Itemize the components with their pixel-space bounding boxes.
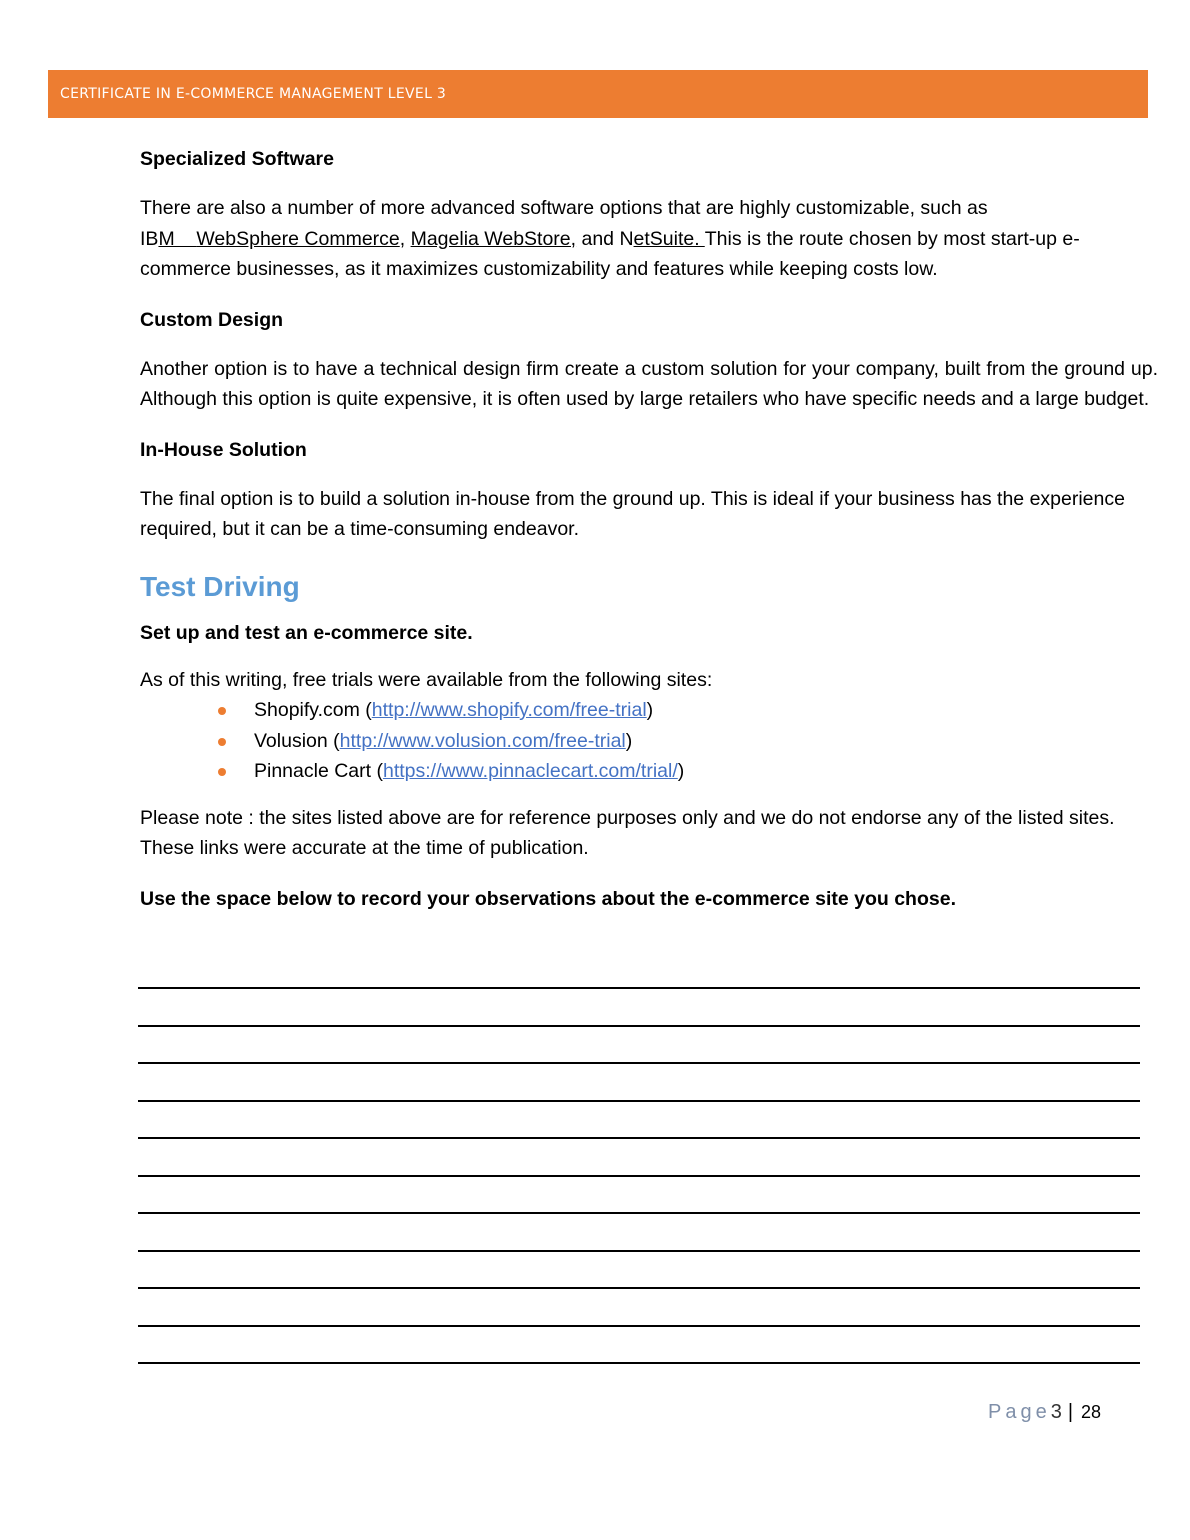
- ibm-link-fragment[interactable]: M: [158, 227, 197, 250]
- specialized-software-paragraph: There are also a number of more advanced software options that are highly customizable, such as IBM WebSphere Commerce, Magelia WebStore, and NetSuite. This is the route chosen by most start-up e-commerce businesses, as it maximizes customizability and features while keeping costs low.: [140, 197, 1080, 280]
- netsuite-link[interactable]: etSuite.: [633, 227, 705, 250]
- writing-line: [138, 1287, 1140, 1289]
- writing-line: [138, 1325, 1140, 1327]
- writing-line: [138, 1250, 1140, 1252]
- magelia-webstore-link[interactable]: Magelia WebStore,: [410, 227, 577, 250]
- list-item: Shopify.com (http://www.shopify.com/free-trial): [218, 695, 1140, 726]
- custom-design-heading: Custom Design: [140, 308, 284, 331]
- writing-line: [138, 1362, 1140, 1364]
- observations-instruction: Use the space below to record your observations about the e-commerce site you chose.: [140, 887, 956, 910]
- observation-writing-lines[interactable]: [138, 987, 1140, 1400]
- in-house-solution-heading: In-House Solution: [140, 438, 307, 461]
- custom-design-paragraph: Another option is to have a technical design firm create a custom solution for your company, built from the ground up. Although this option is quite expensive, it is often used by large retailers who have specific needs and a large budget.: [140, 357, 1158, 410]
- list-item: Pinnacle Cart (https://www.pinnaclecart.com/trial/): [218, 756, 1140, 787]
- footer-separator: |: [1067, 1401, 1074, 1423]
- websphere-commerce-link[interactable]: WebSphere Commerce: [196, 227, 400, 250]
- test-driving-title: Test Driving: [140, 570, 300, 602]
- page-content: [140, 145, 1158, 915]
- free-trials-intro: As of this writing, free trials were available from the following sites:: [140, 668, 713, 691]
- page-number: 3: [1050, 1401, 1062, 1423]
- disclaimer-note: Please note : the sites listed above are for reference purposes only and we do not endorse any of the listed sites. These links were accurate at the time of publication.: [140, 806, 1115, 859]
- document-header-band: [48, 70, 1148, 118]
- pinnacle-cart-trial-link[interactable]: https://www.pinnaclecart.com/trial/: [382, 760, 678, 782]
- test-driving-task: Set up and test an e-commerce site.: [140, 621, 473, 644]
- header-title: CERTIFICATE IN E-COMMERCE MANAGEMENT LEVEL 3: [60, 86, 447, 102]
- page-footer: [988, 1398, 1101, 1426]
- bullet-icon: [218, 707, 226, 715]
- total-pages: 28: [1081, 1402, 1102, 1422]
- shopify-trial-link[interactable]: http://www.shopify.com/free-trial: [371, 699, 647, 721]
- free-trial-sites-list: [140, 695, 1140, 787]
- writing-line: [138, 1175, 1140, 1177]
- page-label: Page: [988, 1401, 1051, 1423]
- in-house-solution-paragraph: The final option is to build a solution in-house from the ground up. This is ideal if your business has the experience required, but it can be a time-consuming endeavor.: [140, 487, 1125, 540]
- writing-line: [138, 1137, 1140, 1139]
- writing-line: [138, 987, 1140, 989]
- writing-line: [138, 1212, 1140, 1214]
- writing-line: [138, 1025, 1140, 1027]
- writing-line: [138, 1100, 1140, 1102]
- bullet-icon: [218, 738, 226, 746]
- writing-line: [138, 1062, 1140, 1064]
- specialized-software-heading: Specialized Software: [140, 148, 334, 170]
- bullet-icon: [218, 768, 226, 776]
- list-item: Volusion (http://www.volusion.com/free-trial): [218, 726, 1140, 757]
- volusion-trial-link[interactable]: http://www.volusion.com/free-trial: [339, 729, 626, 752]
